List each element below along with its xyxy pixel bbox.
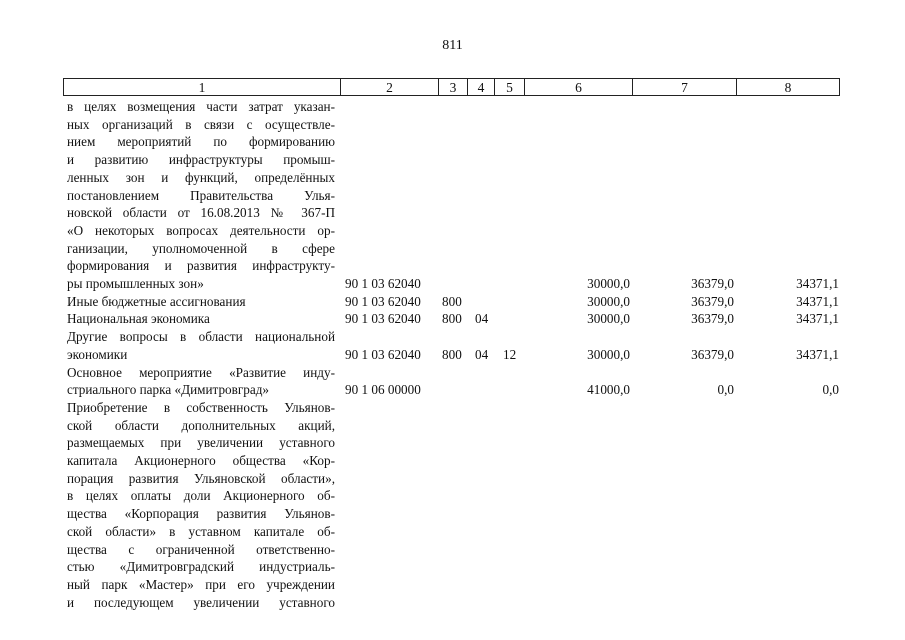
row-description xyxy=(67,328,335,363)
description-line: экономики xyxy=(67,346,128,362)
column-header-7: 7 xyxy=(632,78,736,96)
description-line: в целях возмещения части затрат указан- xyxy=(67,99,335,114)
row-subsection: 12 xyxy=(503,346,517,362)
description-line: ных организаций в связи с осуществле- xyxy=(67,116,335,132)
description-line: Другие вопросы в области национальной xyxy=(67,329,335,345)
description-line: ской области» в уставном капитале об- xyxy=(67,523,335,539)
description-line: ганизации, уполномоченной в сфере xyxy=(67,240,335,256)
row-amount-year-3: 0,0 xyxy=(822,382,839,398)
row-expense-type: 800 xyxy=(442,346,462,362)
row-amount-year-1: 30000,0 xyxy=(587,275,630,291)
row-expense-type: 800 xyxy=(442,311,462,327)
row-target-code: 90 1 03 62040 xyxy=(345,311,421,327)
description-line: капитала Акционерного общества «Кор- xyxy=(67,453,335,468)
row-amount-year-1: 30000,0 xyxy=(587,311,630,327)
description-line: размещаемых при увеличении уставного xyxy=(67,435,335,451)
row-description xyxy=(67,399,335,611)
row-target-code: 90 1 03 62040 xyxy=(345,275,421,291)
row-section: 04 xyxy=(475,311,489,327)
row-amount-year-1: 30000,0 xyxy=(587,346,630,362)
table-row xyxy=(0,98,905,293)
row-amount-year-2: 0,0 xyxy=(717,382,734,398)
column-header-3: 3 xyxy=(438,78,467,96)
row-description xyxy=(67,310,335,328)
description-line: формирования и развития инфраструкту- xyxy=(67,258,335,274)
row-amount-year-2: 36379,0 xyxy=(691,293,734,309)
description-line: порация развития Ульяновской области», xyxy=(67,470,335,486)
description-line: стью «Димитровградский индустриаль- xyxy=(67,559,335,575)
column-header-5: 5 xyxy=(494,78,524,96)
description-line: Национальная экономика xyxy=(67,311,210,327)
description-line: и последующем увеличении уставного xyxy=(67,594,335,610)
description-line: ры промышленных зон» xyxy=(67,276,204,292)
row-amount-year-3: 34371,1 xyxy=(796,293,839,309)
table-row xyxy=(0,310,905,328)
page-number: 811 xyxy=(442,38,463,53)
row-amount-year-3: 34371,1 xyxy=(796,311,839,327)
description-line: новской области от 16.08.2013 № 367-П xyxy=(67,205,335,221)
column-header-2: 2 xyxy=(340,78,438,96)
row-amount-year-3: 34371,1 xyxy=(796,275,839,291)
row-target-code: 90 1 06 00000 xyxy=(345,382,421,398)
column-header-4: 4 xyxy=(467,78,494,96)
row-amount-year-1: 41000,0 xyxy=(587,382,630,398)
row-target-code: 90 1 03 62040 xyxy=(345,346,421,362)
description-line: ленных зон и функций, определённых xyxy=(67,169,335,185)
description-line: Приобретение в собственность Ульянов- xyxy=(67,399,335,415)
column-header-8: 8 xyxy=(736,78,840,96)
description-line: Основное мероприятие «Развитие инду- xyxy=(67,364,335,380)
row-amount-year-1: 30000,0 xyxy=(587,293,630,309)
row-expense-type: 800 xyxy=(442,293,462,309)
description-line: «О некоторых вопросах деятельности ор- xyxy=(67,222,335,238)
row-description xyxy=(67,293,335,311)
table-row xyxy=(0,293,905,311)
description-line: ный парк «Мастер» при его учреждении xyxy=(67,576,335,592)
description-line: и развитию инфраструктуры промыш- xyxy=(67,152,335,168)
row-amount-year-2: 36379,0 xyxy=(691,346,734,362)
column-header-1: 1 xyxy=(63,78,340,96)
description-line: в целях оплаты доли Акционерного об- xyxy=(67,488,335,504)
table-row xyxy=(0,399,905,611)
row-description xyxy=(67,98,335,293)
description-line: щества с ограниченной ответственно- xyxy=(67,541,335,557)
table-row xyxy=(0,328,905,363)
column-header-6: 6 xyxy=(524,78,632,96)
description-line: Иные бюджетные ассигнования xyxy=(67,293,246,309)
row-amount-year-2: 36379,0 xyxy=(691,275,734,291)
description-line: ской области дополнительных акций, xyxy=(67,417,335,433)
row-amount-year-3: 34371,1 xyxy=(796,346,839,362)
row-target-code: 90 1 03 62040 xyxy=(345,293,421,309)
description-line: нием мероприятий по формированию xyxy=(67,134,335,150)
row-description xyxy=(67,364,335,399)
description-line: щества «Корпорация развития Ульянов- xyxy=(67,506,335,522)
row-amount-year-2: 36379,0 xyxy=(691,311,734,327)
row-section: 04 xyxy=(475,346,489,362)
table-row xyxy=(0,364,905,399)
description-line: постановлением Правительства Улья- xyxy=(67,187,335,203)
description-line: стриального парка «Димитровград» xyxy=(67,382,270,398)
